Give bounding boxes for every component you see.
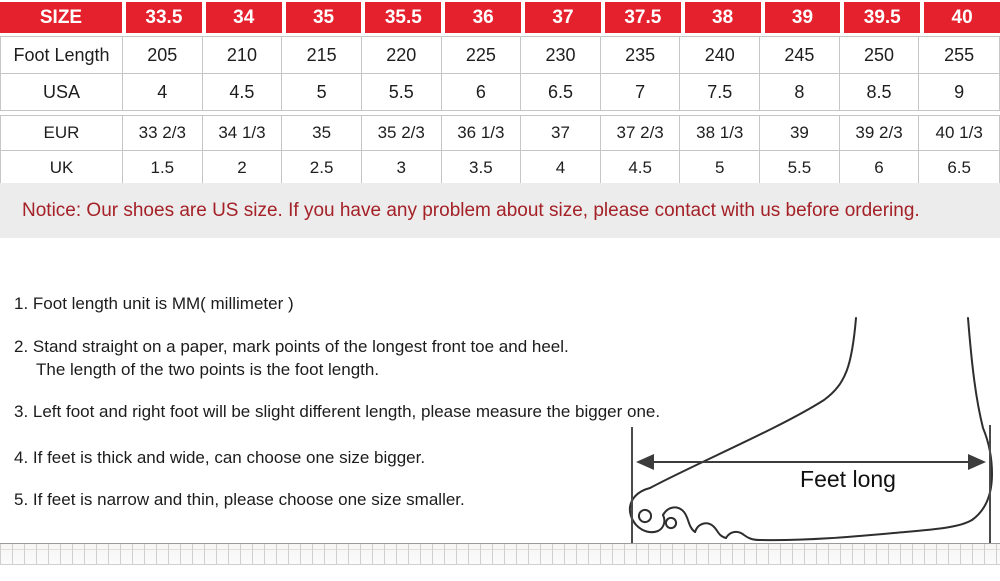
size-cell: 39 2/3 (840, 116, 920, 151)
size-header-label: SIZE (0, 2, 122, 33)
size-cell: 9 (919, 74, 999, 111)
size-table (0, 0, 1000, 186)
size-cell: 5.5 (760, 151, 840, 186)
size-cell: 255 (919, 37, 999, 74)
instruction-text: The length of the two points is the foot length. (36, 360, 380, 379)
instruction-text: 2. Stand straight on a paper, mark points of the longest front toe and heel. (14, 337, 569, 356)
row-label: USA (1, 74, 123, 111)
foot-sole (760, 520, 972, 540)
size-header-cell: 39 (765, 2, 841, 33)
size-header-cell: 38 (685, 2, 761, 33)
table-row-foot-length (1, 37, 999, 74)
foot-diagram (600, 300, 1000, 560)
size-cell: 220 (362, 37, 442, 74)
notice-text: Notice: Our shoes are US size. If you have any problem about size, please contact with us before ordering. (22, 199, 920, 221)
table-row-uk (1, 151, 999, 186)
size-cell: 33 2/3 (123, 116, 203, 151)
size-cell: 5.5 (362, 74, 442, 111)
size-cell: 7 (601, 74, 681, 111)
size-cell: 37 2/3 (601, 116, 681, 151)
size-cell: 7.5 (680, 74, 760, 111)
instruction-text: 4. If feet is thick and wide, can choose one size bigger. (14, 448, 426, 467)
size-header-cell: 33.5 (126, 2, 202, 33)
size-cell: 5 (680, 151, 760, 186)
foot-toenail (639, 510, 651, 522)
size-cell: 39 (760, 116, 840, 151)
size-header-cell: 37 (525, 2, 601, 33)
ruler-strip (0, 543, 1000, 565)
notice-banner (0, 183, 1000, 238)
size-cell: 2 (203, 151, 283, 186)
size-table-upper (0, 36, 1000, 111)
size-cell: 6 (442, 74, 522, 111)
size-table-lower (0, 115, 1000, 186)
size-header-cell: 39.5 (844, 2, 920, 33)
foot-toenail (666, 518, 676, 528)
foot-toes (726, 532, 760, 540)
size-cell: 205 (123, 37, 203, 74)
instruction-item (14, 490, 465, 510)
size-cell: 245 (760, 37, 840, 74)
size-header-cell: 34 (206, 2, 282, 33)
instruction-text: 5. If feet is narrow and thin, please choose one size smaller. (14, 490, 465, 509)
row-label: UK (1, 151, 123, 186)
size-header-cell: 36 (445, 2, 521, 33)
size-header-cell: 40 (924, 2, 1000, 33)
foot-heel (968, 318, 992, 520)
size-cell: 4.5 (203, 74, 283, 111)
feet-long-label: Feet long (800, 466, 896, 492)
instruction-item (14, 294, 294, 314)
size-table-header-row (0, 2, 1000, 33)
instruction-text: 3. Left foot and right foot will be slight different length, please measure the bigger one. (14, 402, 661, 421)
instruction-item (14, 337, 569, 380)
size-cell: 35 2/3 (362, 116, 442, 151)
size-cell: 210 (203, 37, 283, 74)
size-cell: 4.5 (601, 151, 681, 186)
size-cell: 230 (521, 37, 601, 74)
size-cell: 38 1/3 (680, 116, 760, 151)
size-cell: 40 1/3 (919, 116, 999, 151)
foot-toes (695, 523, 726, 538)
size-cell: 250 (840, 37, 920, 74)
size-header-cell: 35.5 (365, 2, 441, 33)
size-cell: 5 (282, 74, 362, 111)
size-cell: 235 (601, 37, 681, 74)
size-cell: 36 1/3 (442, 116, 522, 151)
size-cell: 6 (840, 151, 920, 186)
size-cell: 225 (442, 37, 522, 74)
size-cell: 6.5 (521, 74, 601, 111)
size-cell: 8.5 (840, 74, 920, 111)
table-row-usa (1, 74, 999, 111)
size-cell: 8 (760, 74, 840, 111)
size-cell: 35 (282, 116, 362, 151)
table-row-eur (1, 116, 999, 151)
instruction-item (14, 402, 660, 422)
size-cell: 215 (282, 37, 362, 74)
size-cell: 34 1/3 (203, 116, 283, 151)
row-label: EUR (1, 116, 123, 151)
size-cell: 240 (680, 37, 760, 74)
size-cell: 6.5 (919, 151, 999, 186)
size-header-cell: 37.5 (605, 2, 681, 33)
size-header-cell: 35 (286, 2, 362, 33)
instruction-item (14, 448, 425, 468)
size-cell: 4 (521, 151, 601, 186)
instruction-text: 1. Foot length unit is MM( millimeter ) (14, 294, 294, 313)
size-cell: 2.5 (282, 151, 362, 186)
row-label: Foot Length (1, 37, 123, 74)
size-cell: 3.5 (442, 151, 522, 186)
size-cell: 3 (362, 151, 442, 186)
size-cell: 37 (521, 116, 601, 151)
size-cell: 4 (123, 74, 203, 111)
size-cell: 1.5 (123, 151, 203, 186)
